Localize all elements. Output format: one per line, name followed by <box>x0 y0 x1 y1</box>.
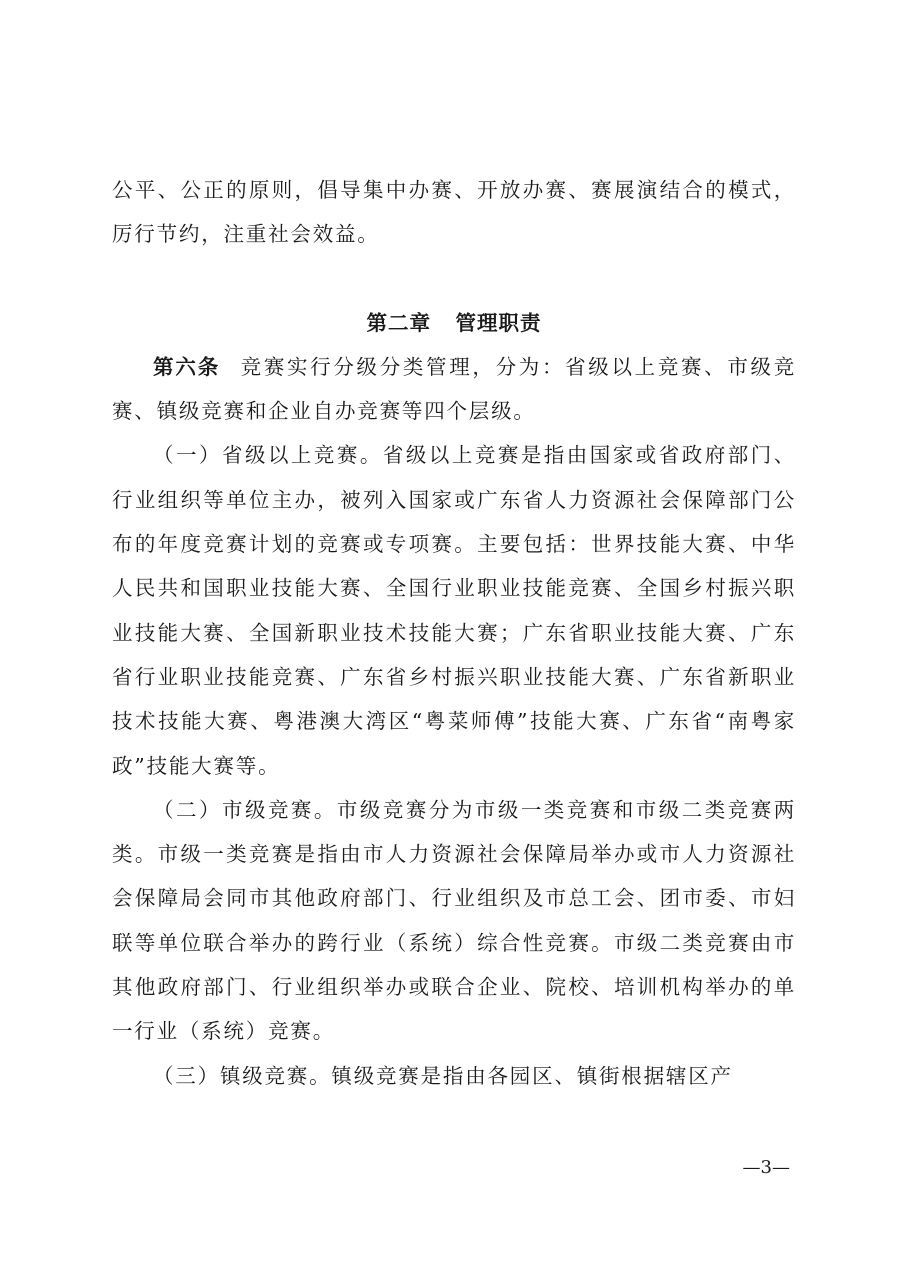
chapter-number: 第二章 <box>366 310 431 335</box>
article-6-paragraph <box>112 345 796 434</box>
continuation-paragraph: 公平、公正的原则，倡导集中办赛、开放办赛、赛展演结合的模式，厉行节约，注重社会效益。 <box>112 178 796 247</box>
document-body <box>112 168 796 1098</box>
item-town-competition: （三）镇级竞赛。镇级竞赛是指由各园区、镇街根据辖区产 <box>153 1063 733 1088</box>
page-number: —3— <box>742 1157 790 1178</box>
article-6-label: 第六条 <box>153 354 221 379</box>
article-6-text: 竞赛实行分级分类管理，分为：省级以上竞赛、市级竞赛、镇级竞赛和企业自办竞赛等四个层级。 <box>112 354 797 424</box>
chapter-heading <box>112 301 796 345</box>
item-provincial-competition: （一）省级以上竞赛。省级以上竞赛是指由国家或省政府部门、行业组织等单位主办，被列入国家或广东省人力资源社会保障部门公布的年度竞赛计划的竞赛或专项赛。主要包括：世界技能大赛、中华人民共和国职业技能大赛、全国行业职业技能竞赛、全国乡村振兴职业技能大赛、全国新职业技术技能大赛；广东省职业技能大赛、广东省行业职业技能竞赛、广东省乡村振兴职业技能大赛、广东省新职业技术技能大赛、粤港澳大湾区“粤菜师傅”技能大赛、广东省“南粤家政”技能大赛等。 <box>112 443 796 778</box>
chapter-title: 管理职责 <box>455 310 542 335</box>
item-municipal-competition: （二）市级竞赛。市级竞赛分为市级一类竞赛和市级二类竞赛两类。市级一类竞赛是指由市人力资源社会保障局举办或市人力资源社会保障局会同市其他政府部门、行业组织及市总工会、团市委、市妇联等单位联合举办的跨行业（系统）综合性竞赛。市级二类竞赛由市其他政府部门、行业组织举办或联合企业、院校、培训机构举办的单一行业（系统）竞赛。 <box>112 797 796 1044</box>
heading-spacer <box>112 257 796 301</box>
